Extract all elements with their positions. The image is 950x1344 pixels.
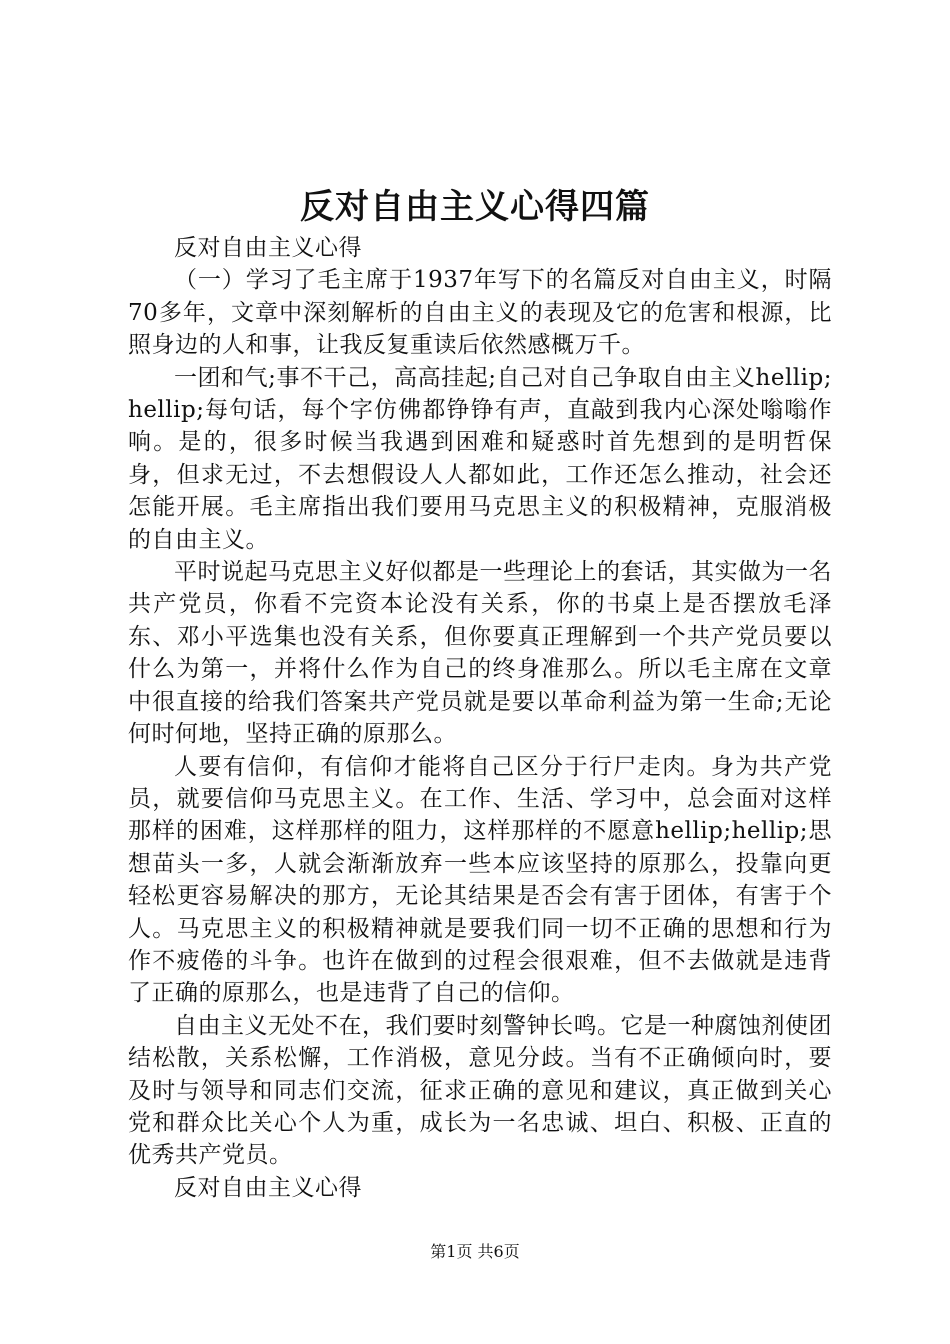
document-body — [128, 232, 832, 1204]
paragraph: 平时说起马克思主义好似都是一些理论上的套话，其实做为一名共产党员，你看不完资本论没有关系，你的书桌上是否摆放毛泽东、邓小平选集也没有关系，但你要真正理解到一个共产党员要以什么为第一，并将什么作为自己的终身准那么。所以毛主席在文章中很直接的给我们答案共产党员就是要以革命利益为第一生命;无论何时何地，坚持正确的原那么。 — [128, 559, 832, 748]
paragraph: 人要有信仰，有信仰才能将自己区分于行尸走肉。身为共产党员，就要信仰马克思主义。在工作、生活、学习中，总会面对这样那样的困难，这样那样的阻力，这样那样的不愿意hellip;hellip;思想苗头一多，人就会渐渐放弃一些本应该坚持的原那么，投靠向更轻松更容易解决的那方，无论其结果是否会有害于团体，有害于个人。马克思主义的积极精神就是要我们同一切不正确的思想和行为作不疲倦的斗争。也许在做到的过程会很艰难，但不去做就是违背了正确的原那么，也是违背了自己的信仰。 — [128, 753, 832, 1007]
paragraph: 一团和气;事不干己，高高挂起;自己对自己争取自由主义hellip;hellip;每句话，每个字仿佛都铮铮有声，直敲到我内心深处嗡嗡作响。是的，很多时候当我遇到困难和疑惑时首先想到的是明哲保身，但求无过，不去想假设人人都如此，工作还怎么推动，社会还怎能开展。毛主席指出我们要用马克思主义的积极精神，克服消极的自由主义。 — [128, 364, 832, 553]
paragraph-subtitle: 反对自由主义心得 — [174, 1174, 362, 1201]
paragraph: （一）学习了毛主席于1937年写下的名篇反对自由主义，时隔70多年，文章中深刻解析的自由主义的表现及它的危害和根源，比照身边的人和事，让我反复重读后依然感概万千。 — [128, 267, 832, 359]
page-number-footer: 第1页 共6页 — [430, 1242, 520, 1261]
paragraph: 自由主义无处不在，我们要时刻警钟长鸣。它是一种腐蚀剂使团结松散，关系松懈，工作消极，意见分歧。当有不正确倾向时，要及时与领导和同志们交流，征求正确的意见和建议，真正做到关心党和群众比关心个人为重，成长为一名忠诚、坦白、积极、正直的优秀共产党员。 — [128, 1012, 832, 1169]
document-title: 反对自由主义心得四篇 — [300, 187, 650, 227]
paragraph-subtitle: 反对自由主义心得 — [174, 235, 362, 261]
